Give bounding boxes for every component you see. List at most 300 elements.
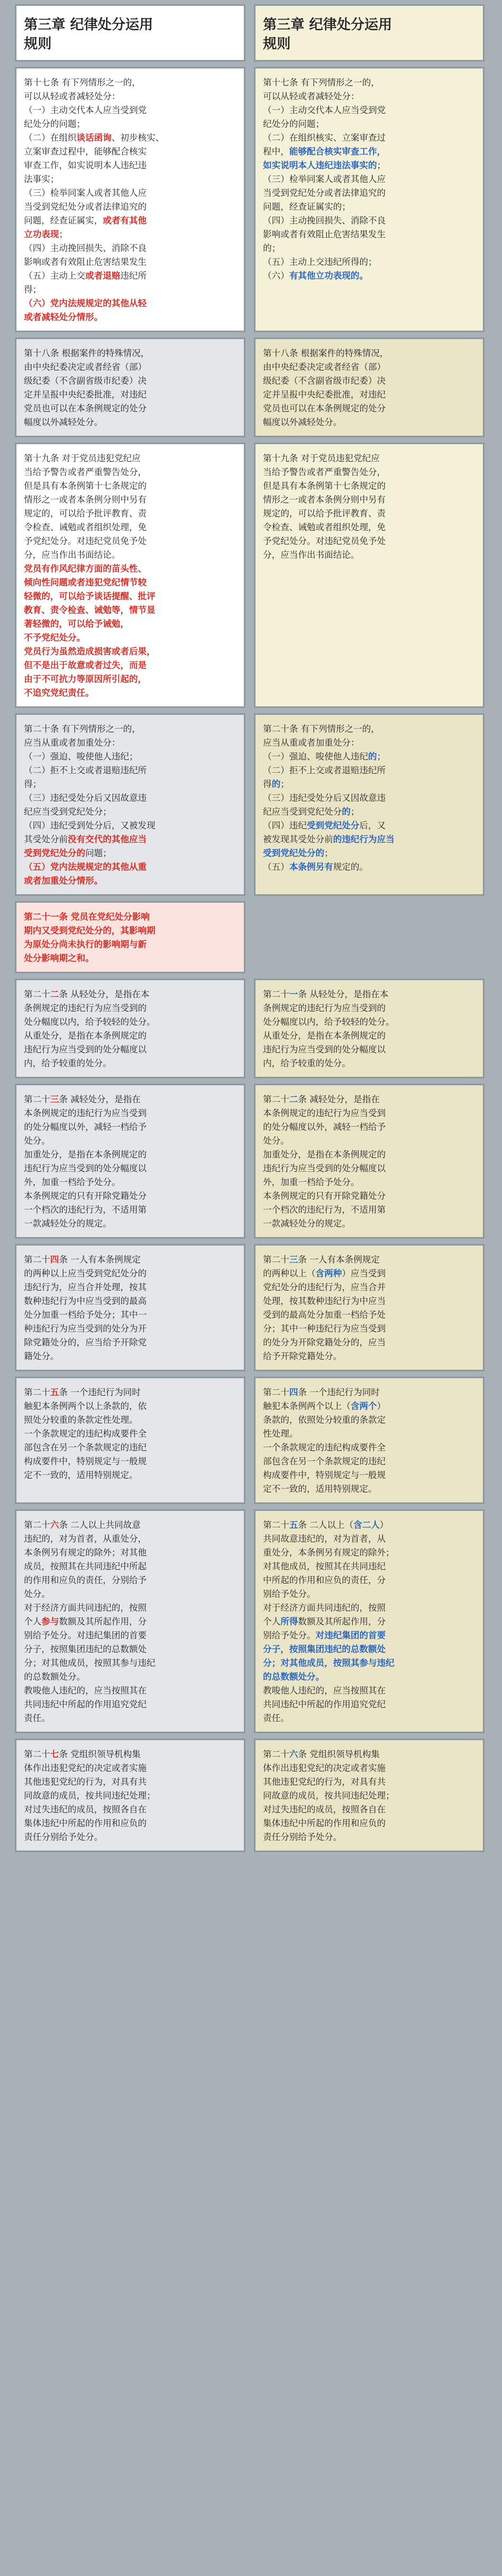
text-line [263, 117, 475, 131]
text-segment: 责任分别给予处分。 [24, 1832, 103, 1842]
text-line [263, 1043, 475, 1057]
text-segment: 对其他成员，按照其在共同违纪 [263, 1561, 386, 1571]
text-segment: 从重处分，是指在本条例规定的 [24, 1031, 147, 1041]
text-segment: 的处分为开除党籍处分的，应当 [263, 1337, 386, 1347]
text-segment: 外，加重一档给予处分。 [263, 1177, 360, 1187]
text-line [263, 1629, 475, 1643]
text-line [24, 1043, 236, 1057]
text-segment: 处分。 [263, 1136, 290, 1146]
text-segment: 受到的最高处分加重一档给予处 [263, 1310, 386, 1320]
text-segment: 体作出违犯党纪的决定或者实施 [24, 1763, 147, 1773]
blue-highlight-text: 四 [289, 1387, 298, 1397]
red-highlight-text: 党员行为虽然造成损害或者后果， [24, 646, 156, 656]
text-segment: 对过失违纪的成员，按照各自在 [24, 1804, 147, 1814]
text-segment: 部包含在另一个条款规定的违纪 [24, 1442, 147, 1453]
red-highlight-text: 六 [50, 1520, 59, 1530]
text-line [24, 186, 236, 200]
text-segment: 体作出违犯党纪的决定或者实施 [263, 1763, 386, 1773]
text-line [263, 465, 475, 479]
text-segment: 外，加重一档给予处分。 [24, 1177, 121, 1187]
left-article-cell [15, 1377, 245, 1504]
text-segment: 的； [263, 243, 280, 253]
left-article-cell [15, 1509, 245, 1733]
text-segment: （一）强迫、唆使他人违纪 [263, 751, 368, 762]
text-line [263, 76, 475, 90]
text-segment: ） [379, 1520, 389, 1530]
text-line [24, 1711, 236, 1725]
text-line [24, 1803, 236, 1817]
text-line [24, 1267, 236, 1281]
text-line [263, 228, 475, 241]
text-line [24, 1413, 236, 1427]
spacer [254, 901, 484, 979]
text-segment: 成员，按照其在共同违纪中所起 [24, 1561, 147, 1571]
text-line [263, 1546, 475, 1560]
text-segment: 一个档次的违纪行为，不适用第 [24, 1205, 147, 1215]
text-line [263, 521, 475, 534]
text-line [24, 659, 236, 672]
text-segment: 共同故意违纪的，对为首者，从 [263, 1534, 386, 1544]
text-line [263, 764, 475, 777]
text-line [24, 645, 236, 659]
text-segment: 同故意的成员，按共同违纪处理； [24, 1791, 156, 1801]
text-segment: 纪应当受到党纪处分 [263, 807, 342, 817]
text-line [24, 117, 236, 131]
text-line [24, 1670, 236, 1684]
text-segment: 由中央纪委决定或者经省（部） [263, 362, 386, 372]
text-line [24, 686, 236, 700]
text-line [24, 1698, 236, 1711]
text-segment: 当给予警告或者严重警告处分， [24, 467, 147, 477]
text-segment: （三）违纪受处分后又因故意违 [24, 793, 147, 803]
text-segment: 规定的，可以给予批评教育、责 [24, 508, 147, 518]
text-segment: 一款减轻处分的规定。 [263, 1218, 351, 1229]
text-segment: 违纪所 [120, 271, 147, 281]
text-line [263, 1615, 475, 1629]
text-line [263, 1601, 475, 1615]
text-segment: 条 二人以上共同故意 [59, 1520, 141, 1530]
text-segment: 同故意的成员，按共同违纪处理； [263, 1791, 395, 1801]
text-line [263, 1294, 475, 1308]
text-line [24, 1441, 236, 1455]
text-line [263, 1120, 475, 1134]
text-line [24, 1427, 236, 1441]
text-line [24, 1587, 236, 1601]
text-segment: 籍处分。 [24, 1351, 59, 1361]
text-line [263, 90, 475, 103]
text-line [24, 1560, 236, 1574]
text-line [263, 452, 475, 465]
text-segment: 部包含在另一个条款规定的违纪 [263, 1456, 386, 1466]
text-line [24, 1518, 236, 1532]
left-chapter-title [15, 4, 245, 62]
text-line [24, 819, 236, 833]
text-segment: （五）主动上交 [24, 271, 86, 281]
text-segment: 级纪委（不含副省级市纪委）决 [263, 376, 386, 386]
text-line [24, 1336, 236, 1350]
text-segment: 予党纪处分。对违纪党员免予处 [263, 536, 386, 546]
text-segment: 个人 [24, 1617, 41, 1627]
text-line [24, 1107, 236, 1120]
left-article-cell [15, 901, 245, 973]
text-segment: 应当从重或者加重处分： [24, 738, 121, 748]
text-segment: 得； [24, 284, 41, 295]
text-segment: 纪应当受到党纪处分； [24, 807, 112, 817]
left-article-cell [15, 338, 245, 437]
red-highlight-text: 但不是出于故意或者过失，而是 [24, 660, 147, 670]
blue-highlight-text: 对违纪集团的首要 [316, 1630, 386, 1640]
text-line [263, 1413, 475, 1427]
text-segment: 违纪行为应当受到的处分幅度以 [24, 1163, 147, 1173]
text-segment: 别给予处分。对违纪集团的首要 [24, 1630, 147, 1640]
text-segment: ； [324, 848, 333, 858]
text-line [24, 1775, 236, 1789]
red-highlight-text: 党员有作风纪律方面的苗头性、 [24, 564, 147, 574]
text-line [24, 1057, 236, 1070]
text-segment: 但是具有本条例第十七条规定的 [263, 481, 386, 491]
text-segment: 条例规定的违纪行为应当受到的 [263, 1003, 386, 1013]
text-segment: 级纪委（不含副省级市纪委）决 [24, 376, 147, 386]
text-line [24, 1134, 236, 1148]
text-segment: （二）在组织 [24, 133, 76, 143]
text-segment: 处分加重一档给予处分；其中一 [24, 1310, 147, 1320]
text-line [24, 159, 236, 172]
blue-highlight-text: 含两种 [316, 1268, 342, 1278]
text-segment: 的处分幅度以外，减轻一档给予 [24, 1122, 147, 1132]
text-line [24, 228, 236, 241]
text-segment: 条 减轻处分，是指在 [298, 1094, 380, 1104]
text-segment: 条 党组织领导机构集 [59, 1749, 141, 1759]
text-segment: 集体违纪中所起的作用和应负的 [263, 1818, 386, 1828]
blue-highlight-text: 含两个 [351, 1401, 377, 1411]
text-segment: 规则 [263, 36, 291, 52]
text-segment: 第十九条 对于党员违犯党纪应 [263, 453, 380, 463]
text-segment: 第二十条 有下列情形之一的， [263, 724, 380, 734]
text-line [24, 214, 236, 228]
text-line [263, 1748, 475, 1761]
text-segment: 教唆他人违纪的，应当按照其在 [24, 1685, 147, 1696]
text-segment: 第二十 [24, 989, 50, 999]
text-line [24, 1615, 236, 1629]
text-line [24, 924, 236, 938]
text-segment: 一个档次的违纪行为，不适用第 [263, 1205, 386, 1215]
text-line [24, 1629, 236, 1643]
text-segment: 第三章 纪律处分运用 [24, 17, 154, 33]
right-article-cell [254, 1377, 484, 1504]
text-segment: 条 党组织领导机构集 [298, 1749, 380, 1759]
text-line [263, 1830, 475, 1844]
text-line [263, 388, 475, 402]
text-line [263, 1175, 475, 1189]
text-segment: 第十九条 对于党员违犯党纪应 [24, 453, 141, 463]
text-line [263, 145, 475, 159]
right-article-cell [254, 338, 484, 437]
text-line [24, 1386, 236, 1399]
text-segment: 本条例规定的违纪行为应当受到 [24, 1108, 147, 1118]
text-segment: 立案审查过程中，能够配合核实 [24, 146, 147, 157]
text-segment: 当给予警告或者严重警告处分， [263, 467, 386, 477]
right-article-cell [254, 1084, 484, 1239]
text-segment: 定不一致的，适用特别规定。 [263, 1484, 377, 1494]
text-segment: 数种违纪行为中应当受到的最高 [24, 1296, 147, 1306]
text-line [263, 1643, 475, 1656]
text-segment: 构成要件中，特别规定与一般规 [263, 1470, 386, 1480]
right-article-cell [254, 1739, 484, 1852]
red-highlight-text: 处分影响期之和。 [24, 953, 94, 963]
text-segment: ； [280, 779, 290, 789]
text-segment: （四）主动挽回损失、消除不良 [263, 215, 386, 226]
text-line [263, 1281, 475, 1294]
text-line [24, 1175, 236, 1189]
text-segment: 法事实； [24, 174, 59, 184]
red-highlight-text: 为原处分尚未执行的影响期与新 [24, 939, 147, 949]
text-segment: 本条例规定的违纪行为应当受到 [263, 1108, 386, 1118]
text-line [263, 241, 475, 255]
text-segment: 别给予处分。 [263, 1589, 316, 1599]
text-line [24, 241, 236, 255]
text-segment: 第十七条 有下列情形之一的， [24, 77, 141, 88]
red-highlight-text: 著轻微的，可以给予诫勉， [24, 619, 129, 629]
text-line [263, 1189, 475, 1203]
red-highlight-text: 没有交代的其他应当 [67, 834, 147, 844]
blue-highlight-text: 的总数额处分。 [263, 1672, 325, 1682]
blue-highlight-text: 二 [289, 1094, 298, 1104]
red-highlight-text: 由于不可抗力等原因所引起的， [24, 674, 147, 684]
text-segment: （一）主动交代本人应当受到党 [263, 105, 386, 115]
blue-highlight-text: 的 [368, 751, 377, 762]
text-segment: 别给予处分。 [263, 1630, 316, 1640]
text-line [24, 833, 236, 846]
blue-highlight-text: 分；对其他成员，按照其参与违纪 [263, 1658, 395, 1668]
text-line [24, 1294, 236, 1308]
text-segment: 违纪行为应当受到的处分幅度以 [24, 1044, 147, 1054]
text-line [263, 416, 475, 429]
text-line [263, 791, 475, 805]
text-segment: 构成要件中，特别规定与一般规 [24, 1456, 147, 1466]
text-line [24, 297, 236, 310]
text-line [263, 159, 475, 172]
text-line [24, 493, 236, 507]
text-line [263, 507, 475, 521]
text-segment: 本条例规定的只有开除党籍处分 [24, 1191, 147, 1201]
text-segment: 触犯本条例两个以上条款的，依 [24, 1401, 147, 1411]
text-segment: 种违纪行为应当受到的处分为开 [24, 1324, 147, 1334]
text-line [24, 1015, 236, 1029]
left-article-cell [15, 713, 245, 896]
text-line [263, 347, 475, 360]
text-segment: 得； [24, 779, 41, 789]
text-line [263, 479, 475, 493]
text-line [24, 1532, 236, 1546]
red-highlight-text: 二 [50, 989, 59, 999]
text-segment: ） [377, 1401, 386, 1411]
blue-highlight-text: 三 [289, 1255, 298, 1265]
text-line [263, 186, 475, 200]
red-highlight-text: 倾向性问题或者违犯党纪情节较 [24, 577, 147, 587]
text-segment: 本条例另有规定的除外；对其他 [24, 1548, 147, 1558]
text-line [24, 283, 236, 297]
text-segment: 的总数额处分。 [24, 1672, 86, 1682]
text-line [24, 1656, 236, 1670]
text-segment: 其受处分前 [24, 834, 68, 844]
text-line [263, 200, 475, 214]
red-highlight-text: 或者减轻处分情形。 [24, 312, 103, 322]
text-line [263, 534, 475, 548]
text-line [263, 846, 475, 860]
blue-highlight-text: 的 [271, 779, 280, 789]
text-line [24, 562, 236, 576]
text-line [263, 131, 475, 145]
text-line [24, 360, 236, 374]
text-segment: 令检查、诫勉或者组织处理，免 [24, 522, 147, 532]
blue-highlight-text: 有其他立功表现的。 [289, 271, 368, 281]
text-segment: 触犯本条例两个以上（ [263, 1401, 351, 1411]
text-line [24, 846, 236, 860]
text-line [263, 1574, 475, 1587]
text-line [263, 1217, 475, 1231]
red-highlight-text: 教育、责令检查、诫勉等，情节显 [24, 605, 156, 615]
text-line [24, 1253, 236, 1267]
text-line [24, 1546, 236, 1560]
red-highlight-text: 不追究党纪责任。 [24, 688, 94, 698]
text-segment: 第三章 纪律处分运用 [263, 17, 393, 33]
text-segment: 其他违犯党纪的行为，对具有共 [263, 1777, 386, 1787]
text-segment: 可以从轻或者减轻处分： [263, 91, 360, 101]
text-line [24, 1350, 236, 1363]
text-segment: 个人 [263, 1617, 280, 1627]
text-segment: ； [59, 229, 68, 239]
text-segment: 第二十 [24, 1520, 50, 1530]
text-line [263, 1203, 475, 1217]
text-line [263, 1350, 475, 1363]
text-line [24, 200, 236, 214]
text-segment: （五）主动上交违纪所得的； [263, 257, 377, 267]
red-highlight-text: 参与 [41, 1617, 59, 1627]
text-segment: 第二十 [263, 1094, 290, 1104]
text-segment: 违纪行为应当受到的处分幅度以 [263, 1163, 386, 1173]
text-line [24, 521, 236, 534]
text-line [24, 631, 236, 645]
text-line [24, 416, 236, 429]
text-line [263, 1267, 475, 1281]
text-segment: 条 从轻处分，是指在本 [298, 989, 389, 999]
text-line [24, 1148, 236, 1162]
right-article-cell [254, 443, 484, 708]
text-line [24, 764, 236, 777]
text-line [24, 1748, 236, 1761]
text-line [24, 402, 236, 416]
blue-highlight-text: 所得 [280, 1617, 298, 1627]
text-segment: ； [377, 751, 386, 762]
text-line [263, 1029, 475, 1043]
blue-highlight-text: 本条例另有 [289, 862, 333, 872]
text-line [24, 465, 236, 479]
text-line [263, 1427, 475, 1441]
text-segment: 问题，经查证属实的； [263, 202, 351, 212]
left-article-cell [15, 443, 245, 708]
text-line [263, 819, 475, 833]
text-segment: 幅度以外减轻处分。 [24, 417, 103, 427]
blue-highlight-text: 能够配合核实审查工作， [289, 146, 386, 157]
text-line [24, 860, 236, 874]
text-segment: 第十八条 根据案件的特殊情况， [24, 348, 150, 358]
text-line [263, 103, 475, 117]
text-line [263, 1789, 475, 1803]
text-segment: （五） [263, 862, 290, 872]
red-highlight-text: 第二十一条 党员在党纪处分影响 [24, 912, 150, 922]
red-highlight-text: 七 [50, 1749, 59, 1759]
text-line [24, 1001, 236, 1015]
text-segment: 加重处分，是指在本条例规定的 [263, 1149, 386, 1160]
text-line [24, 131, 236, 145]
right-article-cell [254, 67, 484, 332]
red-highlight-text: 轻微的，可以给予谈话提醒、批评 [24, 591, 156, 601]
text-line [24, 874, 236, 888]
text-segment: 处分幅度以内，给予较轻的处分。 [24, 1017, 156, 1027]
text-line [263, 374, 475, 388]
text-line [24, 603, 236, 617]
text-line [263, 1093, 475, 1107]
text-segment: 处分幅度以内，给予较轻的处分。 [263, 1017, 395, 1027]
text-segment: 后，又 [359, 820, 386, 831]
text-line [263, 1386, 475, 1399]
text-line [263, 1670, 475, 1684]
text-segment: 党员也可以在本条例规定的处分 [263, 403, 386, 413]
right-chapter-title [254, 4, 484, 62]
blue-highlight-text: 的违纪行为应当 [333, 834, 395, 844]
text-segment: （一）强迫、唆使他人违纪； [24, 751, 138, 762]
text-line [263, 1711, 475, 1725]
text-line [263, 1107, 475, 1120]
text-line [263, 1455, 475, 1468]
text-line [24, 988, 236, 1001]
text-segment: 条 一人有本条例规定 [59, 1255, 141, 1265]
text-line [24, 90, 236, 103]
text-line [24, 347, 236, 360]
text-segment: （四）违纪受到处分后，又被发现 [24, 820, 156, 831]
text-segment: 对于经济方面共同违纪的，按照 [263, 1603, 386, 1613]
text-segment: 责任。 [24, 1713, 50, 1723]
text-segment: 从重处分，是指在本条例规定的 [263, 1031, 386, 1041]
text-line [24, 1308, 236, 1322]
text-line [263, 172, 475, 186]
text-segment: （三）违纪受处分后又因故意违 [263, 793, 386, 803]
text-line [263, 1468, 475, 1482]
text-segment: 第二十 [263, 1749, 290, 1759]
red-highlight-text: 期内又受到党纪处分的，其影响期 [24, 926, 156, 936]
right-column-new-version [254, 4, 484, 1857]
text-line [24, 672, 236, 686]
text-line [24, 15, 236, 34]
text-line [24, 548, 236, 562]
text-segment: 一款减轻处分的规定。 [24, 1218, 112, 1229]
text-segment: 责任。 [263, 1713, 290, 1723]
text-line [263, 1308, 475, 1322]
blue-highlight-text: 六 [289, 1749, 298, 1759]
text-segment: 纪处分的问题； [24, 119, 86, 129]
text-line [24, 255, 236, 269]
text-line [24, 34, 236, 54]
text-line [24, 1455, 236, 1468]
text-line [263, 1336, 475, 1350]
text-segment: 内，给予较重的处分。 [24, 1058, 112, 1068]
text-line [24, 1830, 236, 1844]
text-segment: 违纪行为，应当合并处理，按其 [24, 1282, 147, 1292]
text-segment: 第二十 [263, 1387, 290, 1397]
text-segment: 集体违纪中所起的作用和应负的 [24, 1818, 147, 1828]
text-segment: 条 二人以上（ [298, 1520, 354, 1530]
text-segment: ； [351, 807, 360, 817]
